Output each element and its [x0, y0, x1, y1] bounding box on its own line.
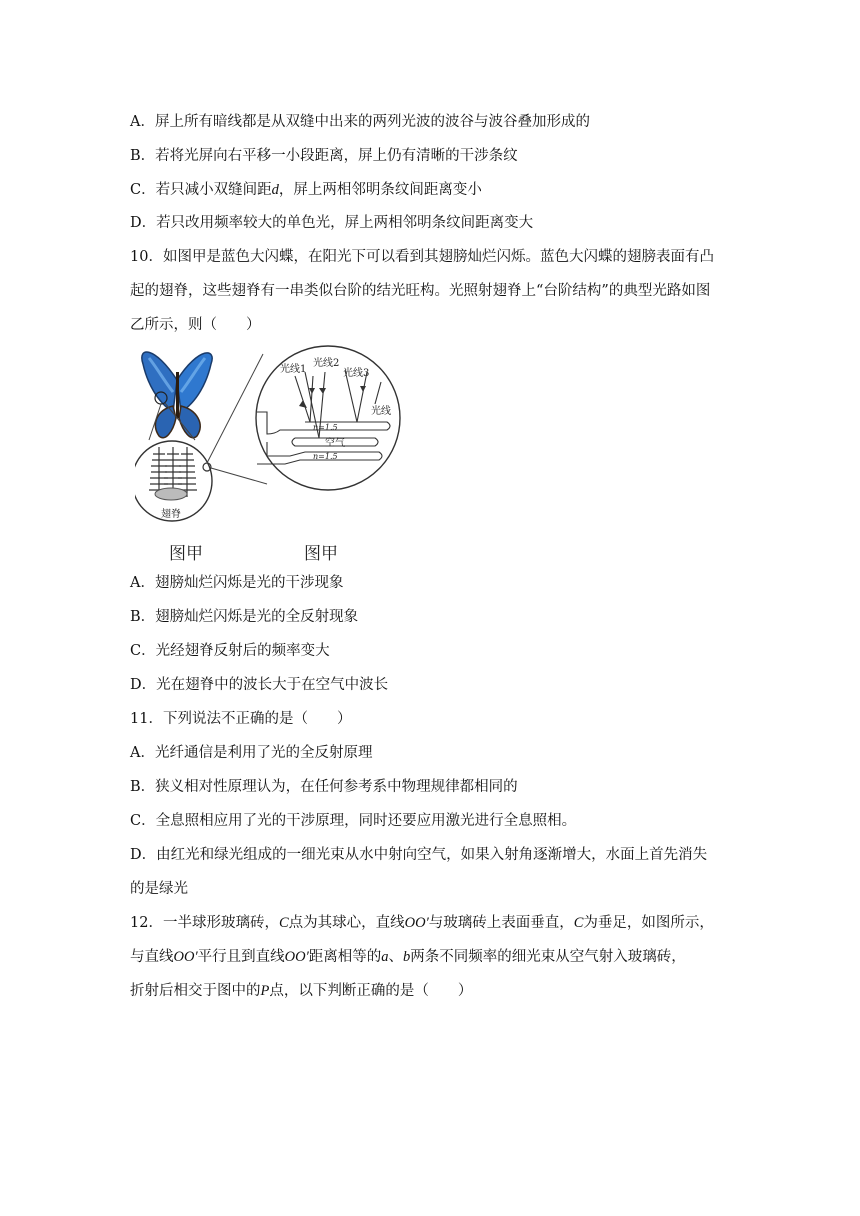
q11-option-d-line-2: 的是绿光 — [130, 881, 188, 897]
figure-caption-right: 图甲 — [304, 544, 338, 564]
q11-option-d-line-1: D．由红光和绿光组成的一细光束从水中射向空气，如果入射角逐渐增大，水面上首先消失 — [130, 847, 708, 863]
q10-option-c: C．光经翅脊反射后的频率变大 — [130, 643, 330, 659]
figure-caption-left: 图甲 — [169, 544, 203, 564]
layer-label-lower: n=1.5 — [313, 452, 338, 461]
q12-stem-line-2: 与直线OO′平行且到直线OO′距离相等的a、b两条不同频率的细光束从空气射入玻璃砖， — [130, 949, 686, 965]
q9-option-c: C．若只减小双缝间距d，屏上两相邻明条纹间距离变小 — [130, 182, 482, 198]
q10-option-d: D．光在翅脊中的波长大于在空气中波长 — [130, 677, 389, 693]
q10-option-b: B．翅膀灿烂闪烁是光的全反射现象 — [130, 609, 359, 625]
q10-stem-line-1: 10．如图甲是蓝色大闪蝶，在阳光下可以看到其翅膀灿烂闪烁。蓝色大闪蝶的翅膀表面有凸 — [130, 249, 714, 265]
layer-label-upper: n=1.5 — [313, 423, 338, 432]
q10-option-a: A．翅膀灿烂闪烁是光的干涉现象 — [130, 575, 344, 591]
q9-option-a: A．屏上所有暗线都是从双缝中出来的两列光波的波谷与波谷叠加形成的 — [130, 114, 590, 130]
ray-label-3: 光线3 — [343, 368, 370, 379]
ray-label-1: 光线1 — [280, 364, 307, 375]
q11-option-b: B．狭义相对性原理认为，在任何参考系中物理规律都相同的 — [130, 779, 518, 795]
ray-label-4: 光线 — [371, 406, 391, 417]
q9-option-d: D．若只改用频率较大的单色光，屏上两相邻明条纹间距离变大 — [130, 215, 534, 231]
air-label: 空气 — [325, 438, 345, 449]
q10-stem-line-2: 起的翅脊，这些翅脊有一串类似台阶的结光旺构。光照射翅脊上“台阶结构”的典型光路如图 — [130, 283, 711, 299]
q12-stem-line-1: 12．一半球形玻璃砖，C点为其球心，直线OO′与玻璃砖上表面垂直，C为垂足，如图所示， — [130, 915, 714, 931]
butterfly-ridge-diagram — [135, 342, 415, 567]
q11-stem: 11．下列说法不正确的是（ ） — [130, 711, 352, 727]
q9-option-b: B．若将光屏向右平移一小段距离，屏上仍有清晰的干涉条纹 — [130, 148, 518, 164]
q10-stem-line-3: 乙所示，则（ ） — [130, 317, 261, 333]
q11-option-c: C．全息照相应用了光的干涉原理，同时还要应用激光进行全息照相。 — [130, 813, 577, 829]
q12-stem-line-3: 折射后相交于图中的P点，以下判断正确的是（ ） — [130, 983, 473, 999]
ridge-label: 翅脊 — [161, 509, 181, 520]
q11-option-a: A．光纤通信是利用了光的全反射原理 — [130, 745, 373, 761]
q10-figure — [135, 342, 415, 567]
butterfly-illustration — [142, 352, 212, 438]
ray-label-2: 光线2 — [313, 358, 340, 369]
